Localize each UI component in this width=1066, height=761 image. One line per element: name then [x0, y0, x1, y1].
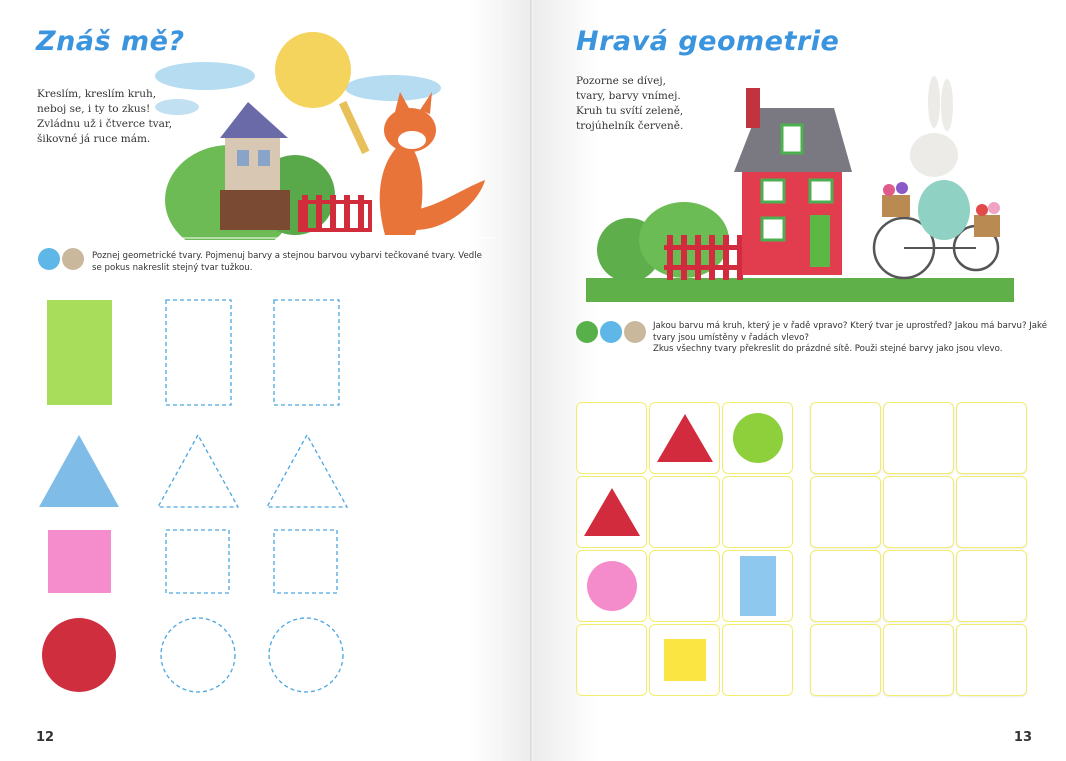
instruction-line: Zkus všechny tvary překreslit do prázdné sítě. Použi stejné barvy jako jsou vlevo. — [653, 344, 1003, 354]
grid-cell[interactable] — [956, 624, 1027, 696]
speech-bubble-icon — [600, 321, 622, 343]
grid-cell — [649, 624, 720, 696]
fox-house-illustration — [150, 30, 495, 240]
grid-cell — [576, 402, 647, 474]
blue-triangle — [39, 435, 119, 507]
instruction-text — [92, 251, 482, 274]
green-circle — [732, 412, 784, 464]
grid-cell — [722, 550, 793, 622]
dotted-circle — [269, 618, 343, 692]
dotted-rectangle — [166, 300, 231, 405]
dotted-square — [274, 530, 337, 593]
instruction-line: tvary jsou umístěny v řadách vlevo? — [653, 332, 809, 343]
pink-circle — [586, 560, 638, 612]
grid-cell — [649, 550, 720, 622]
instruction-text — [653, 321, 1047, 356]
grid-cell[interactable] — [810, 624, 881, 696]
grid-cell[interactable] — [956, 476, 1027, 548]
grid-cell — [576, 550, 647, 622]
page-title: Hravá geometrie — [576, 26, 840, 57]
yellow-square — [662, 637, 708, 683]
pink-square — [48, 530, 111, 593]
instruction-line: se pokus nakreslit stejný tvar tužkou. — [92, 262, 253, 273]
page-number: 12 — [36, 730, 55, 745]
poem-line: neboj se, i ty to zkus! — [37, 103, 151, 115]
speech-bubble-icon — [38, 248, 60, 270]
grid-cell[interactable] — [883, 402, 954, 474]
shape-grid-empty — [810, 402, 1027, 696]
poem-line: Kruh tu svítí zeleně, — [576, 105, 684, 117]
grid-cell — [722, 476, 793, 548]
grid-cell[interactable] — [810, 402, 881, 474]
poem-line: Pozorne se dívej, — [576, 75, 666, 87]
shape-grid-filled — [576, 402, 793, 696]
grid-cell — [722, 402, 793, 474]
red-triangle — [582, 484, 642, 540]
grid-cell[interactable] — [810, 550, 881, 622]
grid-cell[interactable] — [956, 402, 1027, 474]
poem-line: šikovné já ruce mám. — [37, 133, 151, 145]
dotted-rectangle — [274, 300, 339, 405]
poem-line: tvary, barvy vnímej. — [576, 90, 681, 102]
grid-cell — [576, 476, 647, 548]
dotted-triangle — [158, 435, 238, 507]
grid-cell[interactable] — [956, 550, 1027, 622]
poem-line: Zvládnu už i čtverce tvar, — [37, 118, 173, 130]
grid-cell — [649, 476, 720, 548]
pencil-icon — [62, 248, 84, 270]
red-circle — [42, 618, 116, 692]
poem-line: trojúhelník červeně. — [576, 120, 684, 132]
pencil-icon — [624, 321, 646, 343]
dotted-triangle — [267, 435, 347, 507]
grid-cell[interactable] — [883, 476, 954, 548]
instruction-line: Jakou barvu má kruh, který je v řadě vpravo? Který tvar je uprostřed? Jakou má barvu? Jaké — [653, 321, 1047, 331]
house-bunny-illustration — [584, 70, 1024, 305]
grid-cell[interactable] — [883, 550, 954, 622]
right-page — [534, 0, 1066, 761]
grid-cell[interactable] — [810, 476, 881, 548]
grid-cell — [722, 624, 793, 696]
dotted-circle — [161, 618, 235, 692]
left-page — [0, 0, 532, 761]
grid-cell — [576, 624, 647, 696]
page-number: 13 — [1013, 730, 1032, 745]
page-title: Znáš mě? — [36, 26, 185, 57]
shape-tracing-area — [30, 290, 360, 700]
eye-icon — [576, 321, 598, 343]
instruction-line: Poznej geometrické tvary. Pojmenuj barvy a stejnou barvou vybarvi tečkované tvary. Vedle — [92, 251, 482, 261]
dotted-square — [166, 530, 229, 593]
green-rectangle — [47, 300, 112, 405]
grid-cell[interactable] — [883, 624, 954, 696]
grid-cell — [649, 402, 720, 474]
red-triangle — [655, 410, 715, 466]
blue-rectangle — [738, 554, 778, 618]
poem-line: Kreslím, kreslím kruh, — [37, 88, 157, 100]
